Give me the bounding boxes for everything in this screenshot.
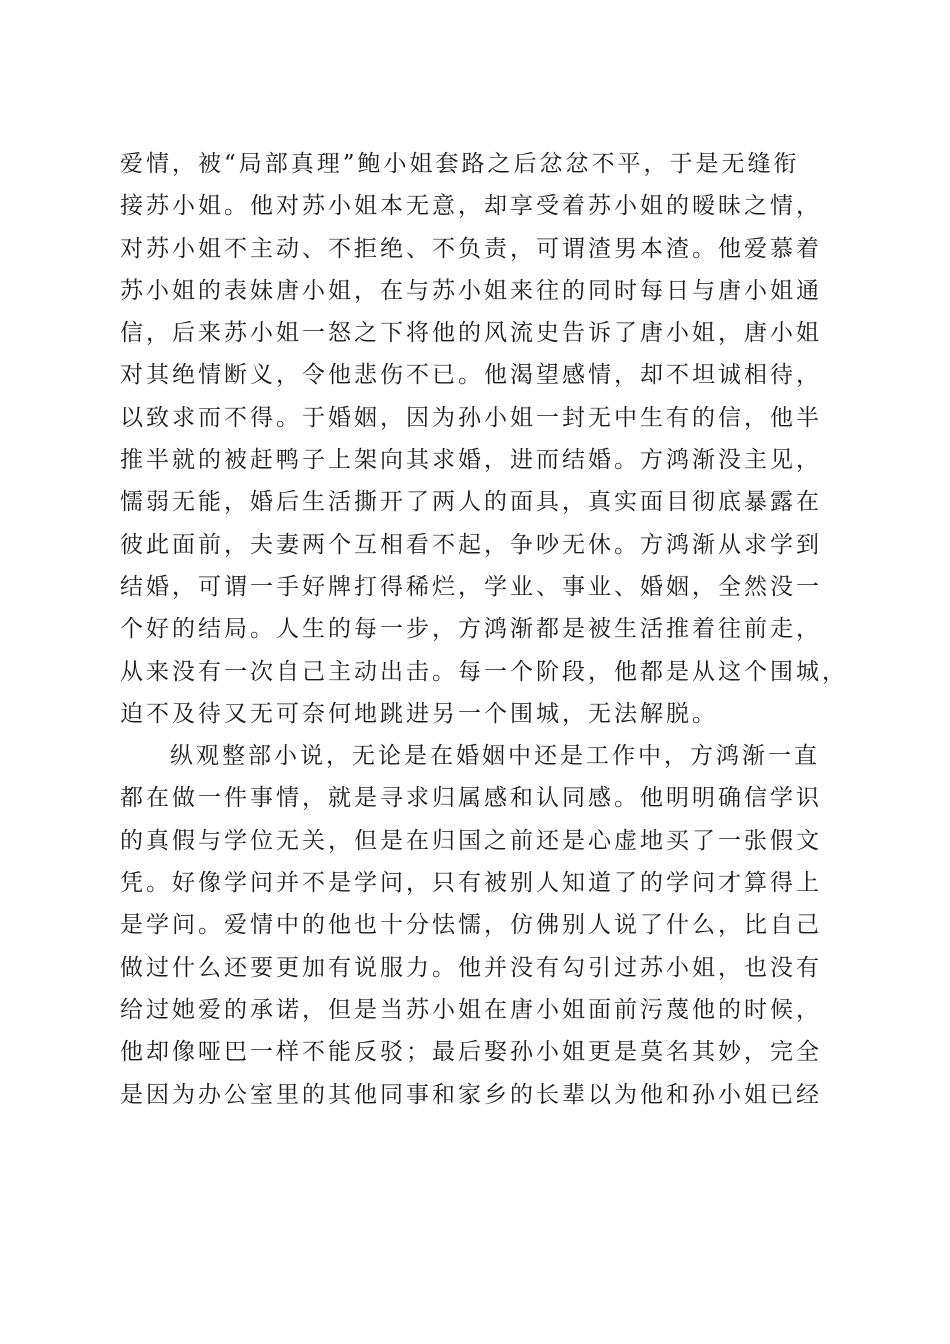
- text-line: 迫不及待又无可奈何地跳进另一个围城，无法解脱。: [120, 700, 718, 727]
- text-line: 苏小姐的表妹唐小姐，在与苏小姐来往的同时每日与唐小姐通: [120, 277, 822, 304]
- text-line: 的真假与学位无关，但是在归国之前还是心虚地买了一张假文: [120, 827, 822, 854]
- paragraph-2: [120, 735, 840, 1116]
- text-line: 纵观整部小说，无论是在婚姻中还是工作中，方鸿渐一直: [170, 743, 820, 770]
- text-line: 从来没有一次自己主动出击。每一个阶段，他都是从这个围城，: [120, 658, 848, 685]
- paragraph-1: [120, 143, 848, 735]
- text-line: 爱情，被“局部真理”鲍小姐套路之后忿忿不平，于是无缝衔: [120, 151, 800, 177]
- text-line: 懦弱无能，婚后生活撕开了两人的面具，真实面目彻底暴露在: [120, 489, 822, 516]
- text-line: 对苏小姐不主动、不拒绝、不负责，可谓渣男本渣。他爱慕着: [120, 235, 822, 262]
- text-line: 接苏小姐。他对苏小姐本无意，却享受着苏小姐的暧昧之情，: [120, 193, 822, 220]
- text-line: 都在做一件事情，就是寻求归属感和认同感。他明明确信学识: [120, 785, 822, 812]
- text-line: 是学问。爱情中的他也十分怯懦，仿佛别人说了什么，比自己: [120, 912, 822, 939]
- text-line: 结婚，可谓一手好牌打得稀烂，学业、事业、婚姻，全然没一: [120, 573, 822, 600]
- text-line: 个好的结局。人生的每一步，方鸿渐都是被生活推着往前走，: [120, 616, 822, 643]
- text-line: 推半就的被赶鸭子上架向其求婚，进而结婚。方鸿渐没主见，: [120, 447, 822, 474]
- text-line: 他却像哑巴一样不能反驳；最后娶孙小姐更是莫名其妙，完全: [120, 1039, 822, 1066]
- text-line: 做过什么还要更加有说服力。他并没有勾引过苏小姐，也没有: [120, 954, 822, 981]
- text-line: 给过她爱的承诺，但是当苏小姐在唐小姐面前污蔑他的时候，: [120, 996, 822, 1023]
- text-line: 信，后来苏小姐一怒之下将他的风流史告诉了唐小姐，唐小姐: [120, 320, 822, 347]
- body-text: [120, 143, 848, 1116]
- text-line: 凭。好像学问并不是学问，只有被别人知道了的学问才算得上: [120, 870, 822, 897]
- text-line: 彼此面前，夫妻两个互相看不起，争吵无休。方鸿渐从求学到: [120, 531, 822, 558]
- text-line: 对其绝情断义，令他悲伤不已。他渴望感情，却不坦诚相待，: [120, 362, 822, 389]
- text-line: 是因为办公室里的其他同事和家乡的长辈以为他和孙小姐已经: [120, 1081, 822, 1108]
- text-line: 以致求而不得。于婚姻，因为孙小姐一封无中生有的信，他半: [120, 404, 822, 431]
